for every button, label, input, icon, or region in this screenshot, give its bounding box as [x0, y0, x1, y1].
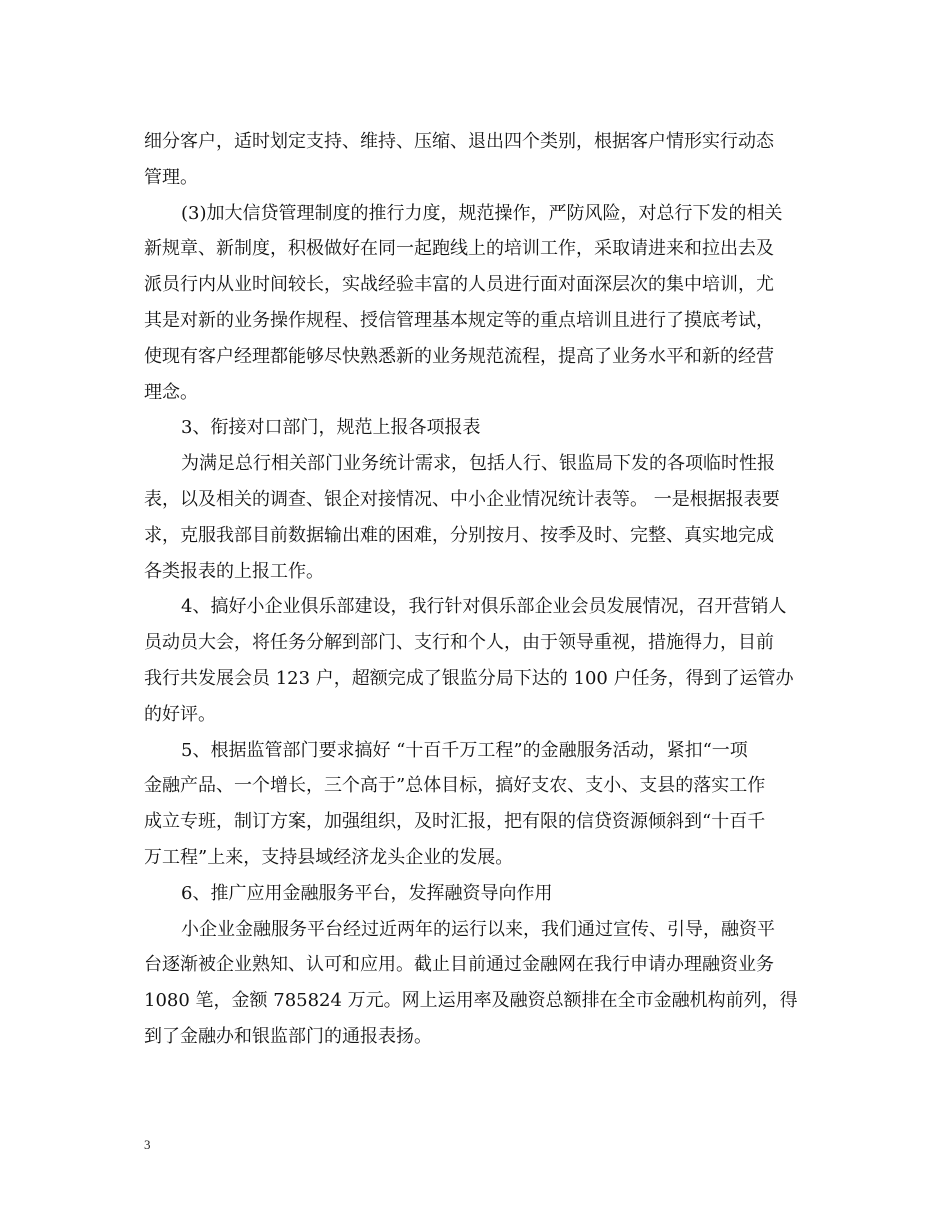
text-line: 各类报表的上报工作。: [144, 560, 324, 582]
text-line: 表，以及相关的调查、银企对接情况、中小企业情况统计表等。 一是根据报表要: [144, 488, 780, 510]
text-line: 细分客户，适时划定支持、维持、压缩、退出四个类别，根据客户情形实行动态: [144, 131, 774, 152]
text-line: 理念。: [144, 381, 198, 403]
text-line: 1080 笔，金额 785824 万元。网上运用率及融资总额排在全市金融机构前列，得: [144, 990, 798, 1012]
text-line: 万工程”上来，支持县域经济龙头企业的发展。: [144, 846, 514, 868]
text-line: (3)加大信贷管理制度的推行力度，规范操作，严防风险，对总行下发的相关: [181, 202, 783, 224]
text-line: 5、根据监管部门要求搞好 “十百千万工程”的金融服务活动，紧扣“一项: [181, 739, 748, 761]
text-line: 管理。: [144, 166, 198, 188]
text-line: 成立专班，制订方案，加强组织，及时汇报，把有限的信贷资源倾斜到“十百千: [144, 811, 766, 833]
text-line: 其是对新的业务操作规程、授信管理基本规定等的重点培训且进行了摸底考试，: [144, 309, 774, 331]
text-line: 为满足总行相关部门业务统计需求，包括人行、银监局下发的各项临时性报: [181, 453, 775, 475]
text-line: 到了金融办和银监部门的通报表扬。: [144, 1025, 432, 1047]
page-number: 3: [144, 1137, 151, 1152]
text-line: 新规章、新制度，积极做好在同一起跑线上的培训工作，采取请进来和拉出去及: [144, 238, 774, 260]
text-line: 小企业金融服务平台经过近两年的运行以来，我们通过宣传、引导，融资平: [181, 918, 775, 940]
text-line: 台逐渐被企业熟知、认可和应用。截止目前通过金融网在我行申请办理融资业务: [144, 954, 774, 976]
text-line: 4、搞好小企业俱乐部建设，我行针对俱乐部企业会员发展情况，召开营销人: [181, 596, 787, 618]
text-line: 3、衔接对口部门，规范上报各项报表: [181, 417, 481, 439]
text-line: 派员行内从业时间较长，实战经验丰富的人员进行面对面深层次的集中培训，尤: [144, 274, 774, 296]
text-line: 6、推广应用金融服务平台，发挥融资导向作用: [181, 882, 553, 904]
text-line: 使现有客户经理都能够尽快熟悉新的业务规范流程，提高了业务水平和新的经营: [144, 345, 774, 367]
text-line: 的好评。: [144, 703, 216, 725]
text-line: 求，克服我部目前数据输出难的困难，分别按月、按季及时、完整、真实地完成: [144, 524, 774, 546]
text-line: 金融产品、一个增长，三个高于”总体目标，搞好支农、支小、支县的落实工作: [144, 775, 766, 797]
body-text: [144, 124, 808, 1055]
text-line: 我行共发展会员 123 户，超额完成了银监分局下达的 100 户任务，得到了运管办: [144, 667, 794, 689]
text-line: 员动员大会，将任务分解到部门、支行和个人，由于领导重视，措施得力，目前: [144, 632, 774, 654]
